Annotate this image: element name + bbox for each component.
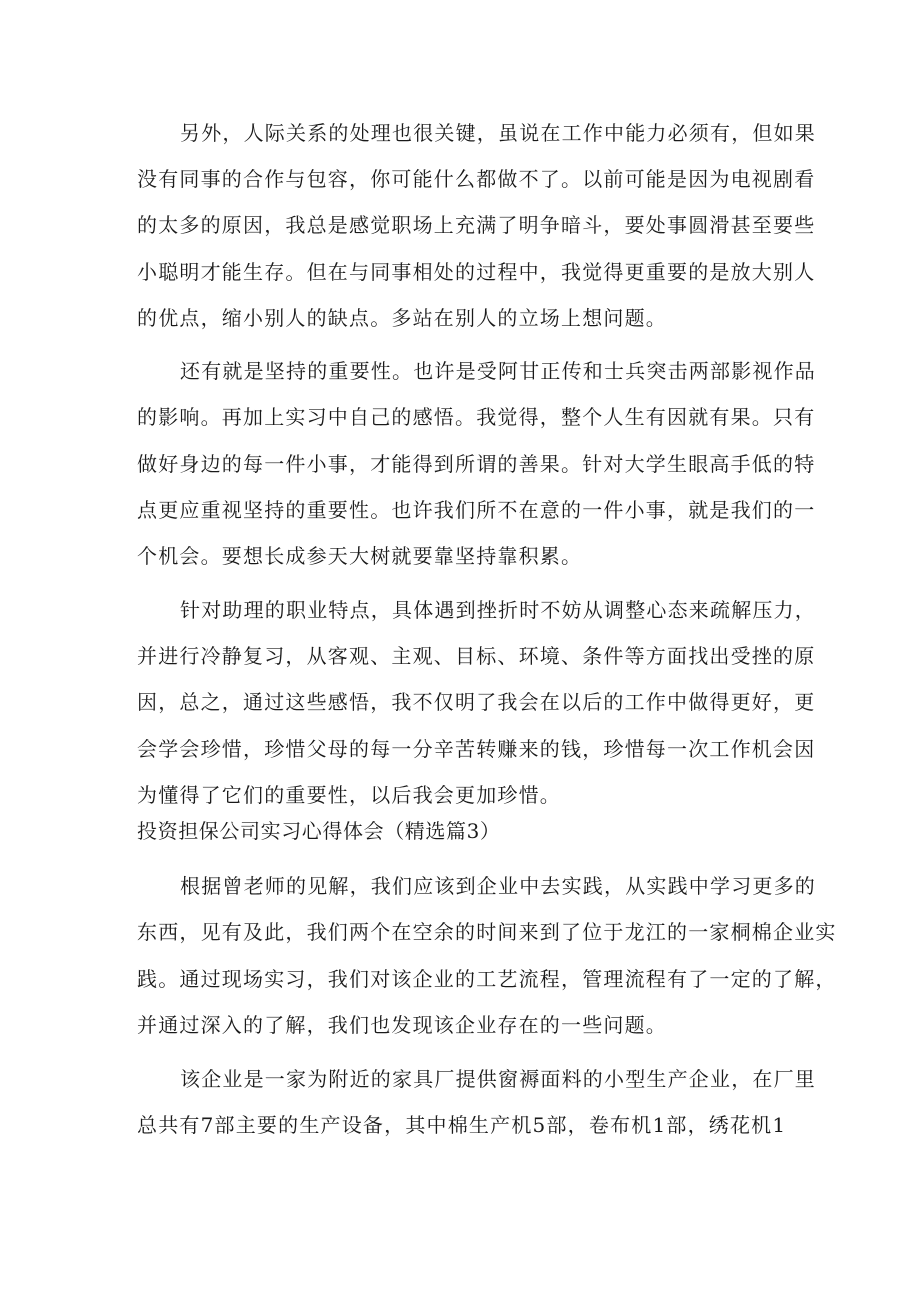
section-heading: 投资担保公司实习心得体会（精选篇3） (137, 819, 501, 843)
paragraph-1-line-1: 另外，人际关系的处理也很关键，虽说在工作中能力必须有，但如果 (180, 121, 816, 145)
paragraph-2-line-1: 还有就是坚持的重要性。也许是受阿甘正传和士兵突击两部影视作品 (180, 359, 816, 383)
paragraph-1-line-5: 的优点，缩小别人的缺点。多站在别人的立场上想问题。 (137, 306, 667, 330)
paragraph-1-line-2: 没有同事的合作与包容，你可能什么都做不了。以前可能是因为电视剧看 (137, 167, 816, 191)
paragraph-3-line-3: 因，总之，通过这些感悟，我不仅明了我会在以后的工作中做得更好，更 (137, 690, 816, 714)
paragraph-4-line-1: 根据曾老师的见解，我们应该到企业中去实践，从实践中学习更多的 (180, 874, 816, 898)
paragraph-2-line-2: 的影响。再加上实习中自己的感悟。我觉得，整个人生有因就有果。只有 (137, 405, 816, 429)
paragraph-5-line-2: 总共有7部主要的生产设备，其中棉生产机5部，卷布机1部，绣花机1 (137, 1113, 787, 1137)
paragraph-4-line-4: 并通过深入的了解，我们也发现该企业存在的一些问题。 (137, 1013, 667, 1037)
paragraph-4-line-2: 东西，见有及此，我们两个在空余的时间来到了位于龙江的一家桐棉企业实 (137, 920, 837, 944)
paragraph-1-line-3: 的太多的原因，我总是感觉职场上充满了明争暗斗，要处事圆滑甚至要些 (137, 213, 816, 237)
paragraph-3-line-2: 并进行冷静复习，从客观、主观、目标、环境、条件等方面找出受挫的原 (137, 644, 816, 668)
paragraph-2-line-5: 个机会。要想长成参天大树就要靠坚持靠积累。 (137, 544, 583, 568)
paragraph-2-line-4: 点更应重视坚持的重要性。也许我们所不在意的一件小事，就是我们的一 (137, 498, 816, 522)
paragraph-5-line-1: 该企业是一家为附近的家具厂提供窗褥面料的小型生产企业，在厂里 (180, 1067, 816, 1091)
paragraph-4-line-3: 践。通过现场实习，我们对该企业的工艺流程，管理流程有了一定的了解， (137, 967, 837, 991)
paragraph-3-line-5: 为懂得了它们的重要性，以后我会更加珍惜。 (137, 783, 561, 807)
paragraph-1-line-4: 小聪明才能生存。但在与同事相处的过程中，我觉得更重要的是放大别人 (137, 260, 816, 284)
paragraph-3-line-1: 针对助理的职业特点，具体遇到挫折时不妨从调整心态来疏解压力， (180, 598, 816, 622)
paragraph-3-line-4: 会学会珍惜，珍惜父母的每一分辛苦转赚来的钱，珍惜每一次工作机会因 (137, 737, 816, 761)
paragraph-2-line-3: 做好身边的每一件小事，才能得到所谓的善果。针对大学生眼高手低的特 (137, 452, 816, 476)
